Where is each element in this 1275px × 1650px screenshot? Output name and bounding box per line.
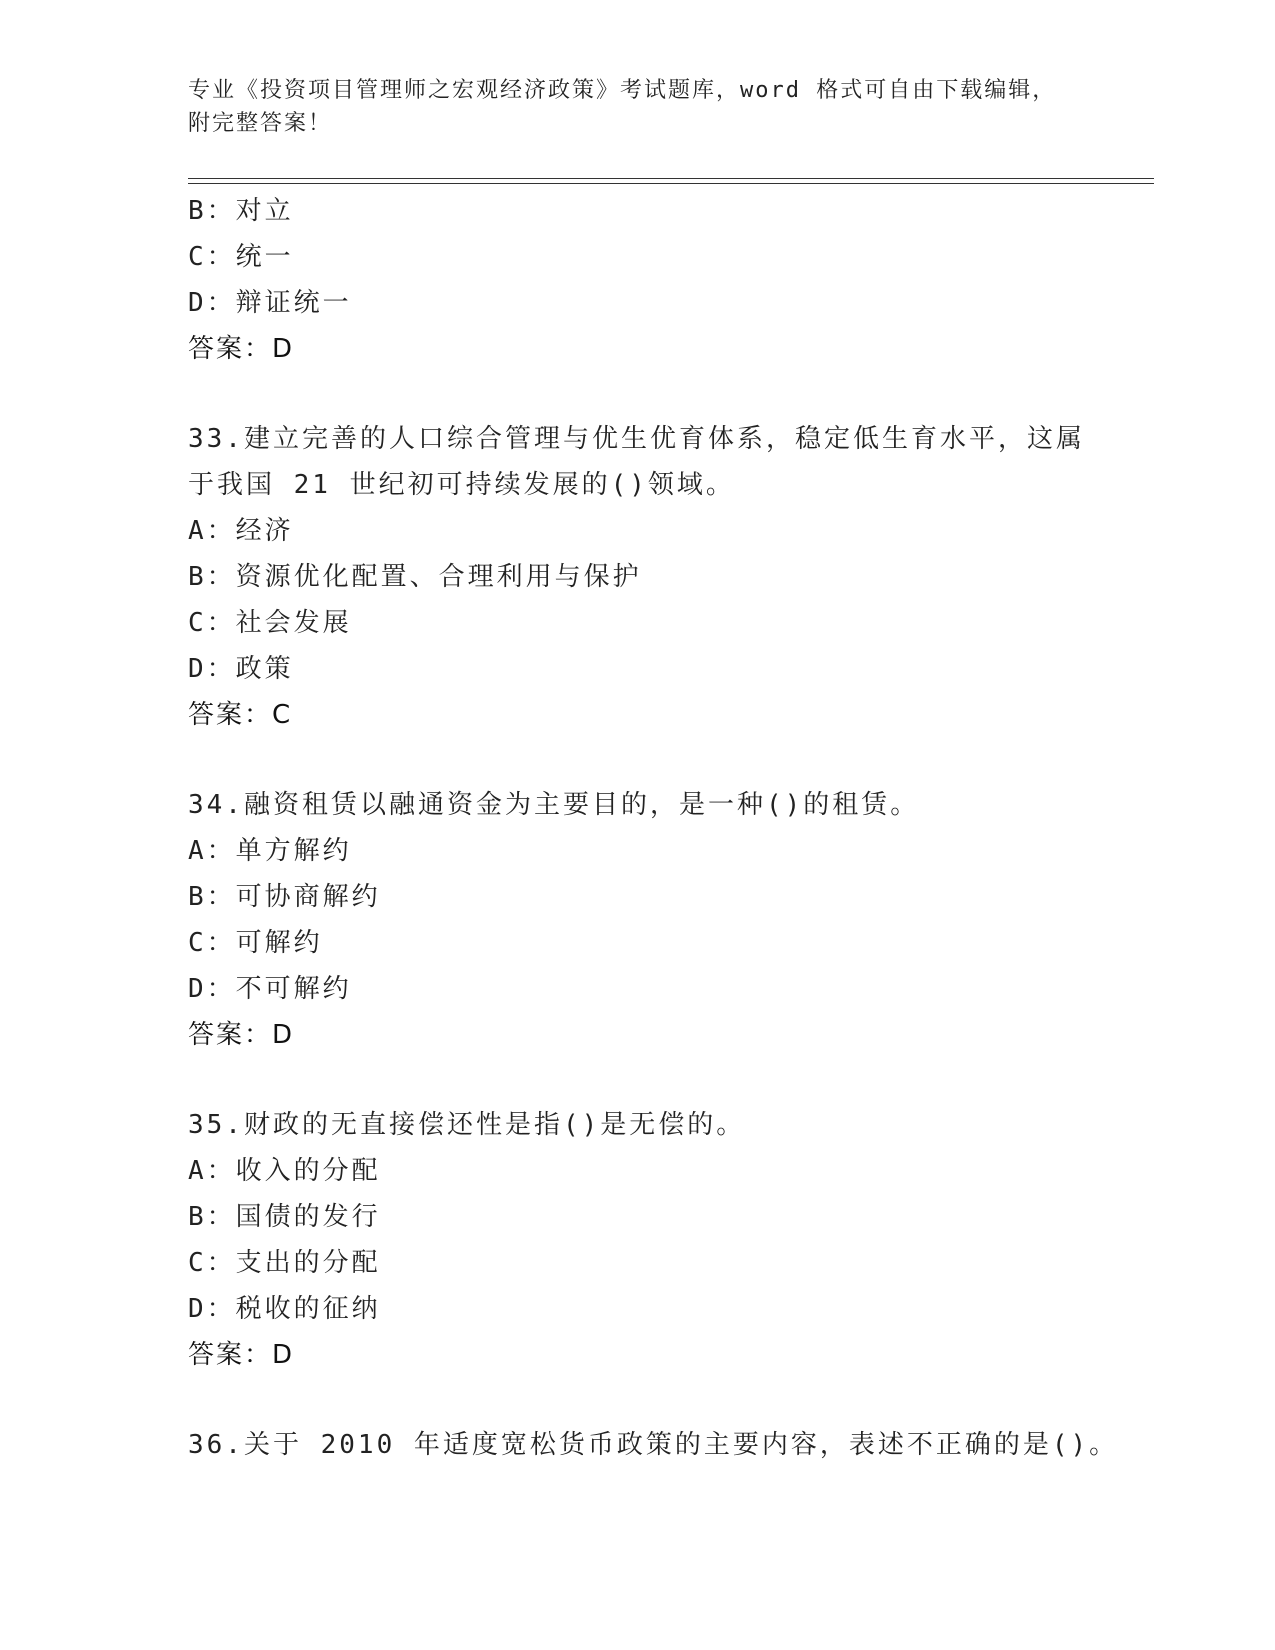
header-divider-bottom xyxy=(188,183,1154,184)
option-d: D：辩证统一 xyxy=(188,288,352,318)
question-33 xyxy=(188,416,1088,738)
option-b: B：资源优化配置、合理利用与保护 xyxy=(188,562,642,592)
answer: 答案：D xyxy=(188,334,295,364)
spacer xyxy=(188,1378,1088,1422)
question-stem: 35.财政的无直接偿还性是指()是无偿的。 xyxy=(188,1110,746,1140)
question-36 xyxy=(188,1422,1119,1468)
option-c: C：社会发展 xyxy=(188,608,352,638)
spacer xyxy=(188,738,1088,782)
option-a: A：单方解约 xyxy=(188,836,352,866)
question-32-continued xyxy=(188,188,1088,372)
option-c: C：统一 xyxy=(188,242,294,272)
answer: 答案：D xyxy=(188,1020,295,1050)
question-35 xyxy=(188,1102,1088,1378)
page-header xyxy=(188,74,1088,140)
question-list xyxy=(188,188,1119,1468)
option-a: A：经济 xyxy=(188,516,294,546)
option-d: D：税收的征纳 xyxy=(188,1294,381,1324)
question-stem: 36.关于 2010 年适度宽松货币政策的主要内容，表述不正确的是()。 xyxy=(188,1430,1119,1460)
question-34 xyxy=(188,782,1088,1058)
header-line-2: 附完整答案！ xyxy=(188,111,333,136)
header-line-1: 专业《投资项目管理师之宏观经济政策》考试题库，word 格式可自由下载编辑， xyxy=(188,78,1057,103)
question-stem-continued: 于我国 21 世纪初可持续发展的()领域。 xyxy=(188,470,735,500)
answer: 答案：C xyxy=(188,700,293,730)
question-stem: 33.建立完善的人口综合管理与优生优育体系，稳定低生育水平，这属 xyxy=(188,424,1085,454)
option-b: B：国债的发行 xyxy=(188,1202,381,1232)
option-c: C：可解约 xyxy=(188,928,323,958)
option-a: A：收入的分配 xyxy=(188,1156,381,1186)
answer: 答案：D xyxy=(188,1340,295,1370)
header-divider-top xyxy=(188,178,1154,179)
option-d: D：不可解约 xyxy=(188,974,352,1004)
question-stem: 34.融资租赁以融通资金为主要目的，是一种()的租赁。 xyxy=(188,790,920,820)
option-d: D：政策 xyxy=(188,654,294,684)
option-b: B：可协商解约 xyxy=(188,882,381,912)
spacer xyxy=(188,1058,1088,1102)
option-c: C：支出的分配 xyxy=(188,1248,381,1278)
option-b: B：对立 xyxy=(188,196,294,226)
spacer xyxy=(188,372,1088,416)
